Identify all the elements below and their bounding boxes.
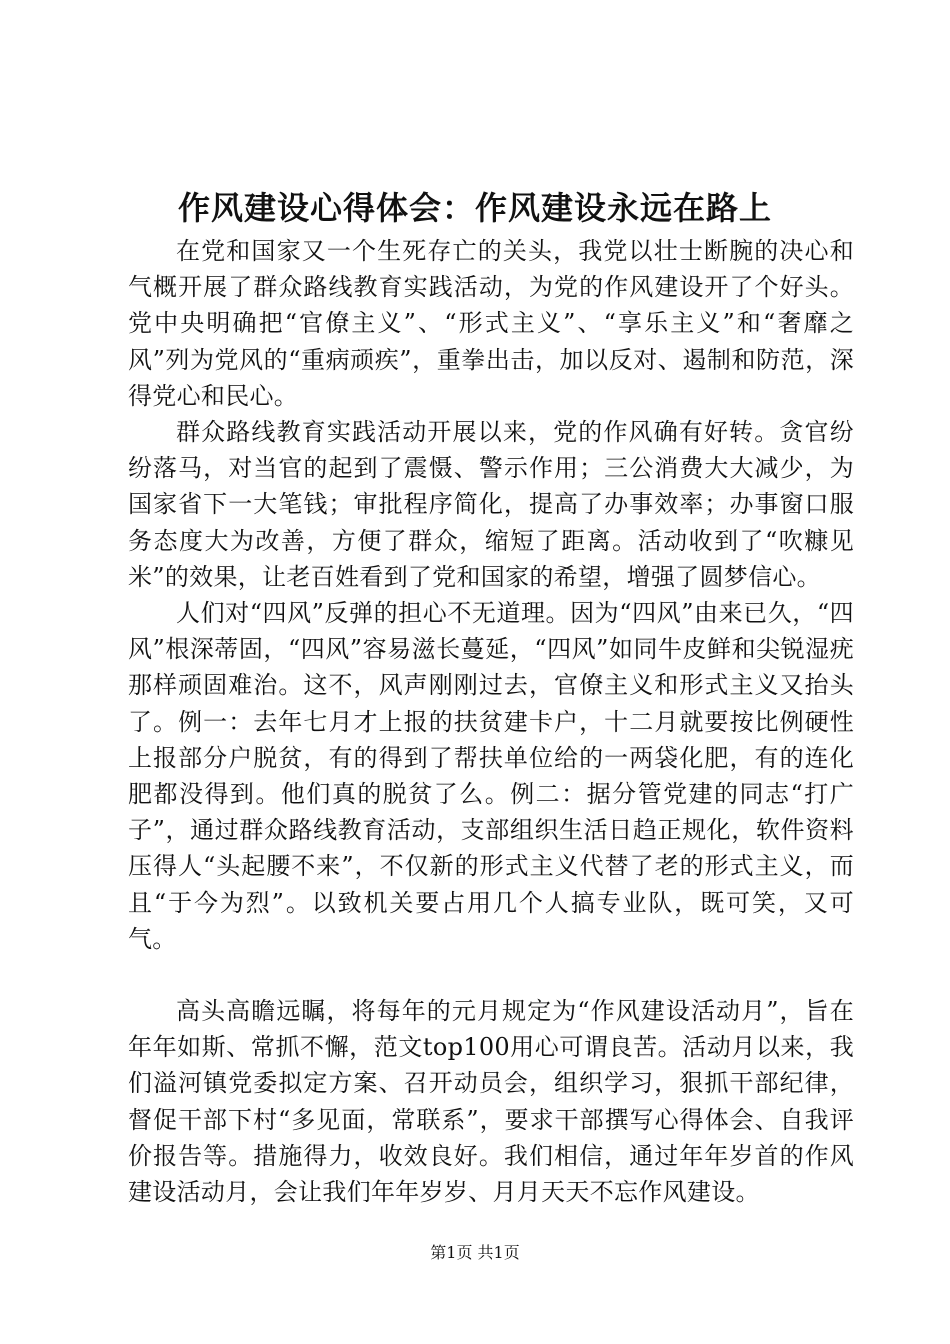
paragraph-3: 人们对“四风”反弹的担心不无道理。因为“四风”由来已久，“四风”根深蒂固，“四风”容易滋长蔓延，“四风”如同牛皮鲜和尖锐湿疣那样顽固难治。这不，风声刚刚过去，官僚主义和形式主义又抬头了。例一：去年七月才上报的扶贫建卡户，十二月就要按比例硬性上报部分户脱贫，有的得到了帮扶单位给的一两袋化肥，有的连化肥都没得到。他们真的脱贫了么。例二：据分管党建的同志“打广子”，通过群众路线教育活动，支部组织生活日趋正规化，软件资料压得人“头起腰不来”，不仅新的形式主义代替了老的形式主义，而且“于今为烈”。以致机关要占用几个人搞专业队，既可笑，又可气。: [128, 599, 854, 953]
paragraph-4: 高头高瞻远瞩，将每年的元月规定为“作风建设活动月”，旨在年年如斯、常抓不懈，范文top100用心可谓良苦。活动月以来，我们溢河镇党委拟定方案、召开动员会，组织学习，狠抓干部纪律，督促干部下村“多见面，常联系”，要求干部撰写心得体会、自我评价报告等。措施得力，收效良好。我们相信，通过年年岁首的作风建设活动月，会让我们年年岁岁、月月天天不忘作风建设。: [128, 997, 854, 1207]
paragraph-1: 在党和国家又一个生死存亡的关头，我党以壮士断腕的决心和气概开展了群众路线教育实践活动，为党的作风建设开了个好头。党中央明确把“官僚主义”、“形式主义”、“享乐主义”和“奢靡之风”列为党风的“重病顽疾”，重拳出击，加以反对、遏制和防范，深得党心和民心。: [128, 237, 854, 410]
page-footer: 第1页 共1页: [430, 1243, 520, 1262]
document-title: 作风建设心得体会：作风建设永远在路上: [177, 189, 772, 227]
paragraph-spacer: [128, 957, 854, 993]
document-body: [128, 233, 854, 1210]
paragraph-2: 群众路线教育实践活动开展以来，党的作风确有好转。贪官纷纷落马，对当官的起到了震慑、警示作用；三公消费大大减少，为国家省下一大笔钱；审批程序简化，提高了办事效率；办事窗口服务态度大为改善，方便了群众，缩短了距离。活动收到了“吹糠见米”的效果，让老百姓看到了党和国家的希望，增强了圆梦信心。: [128, 418, 854, 591]
